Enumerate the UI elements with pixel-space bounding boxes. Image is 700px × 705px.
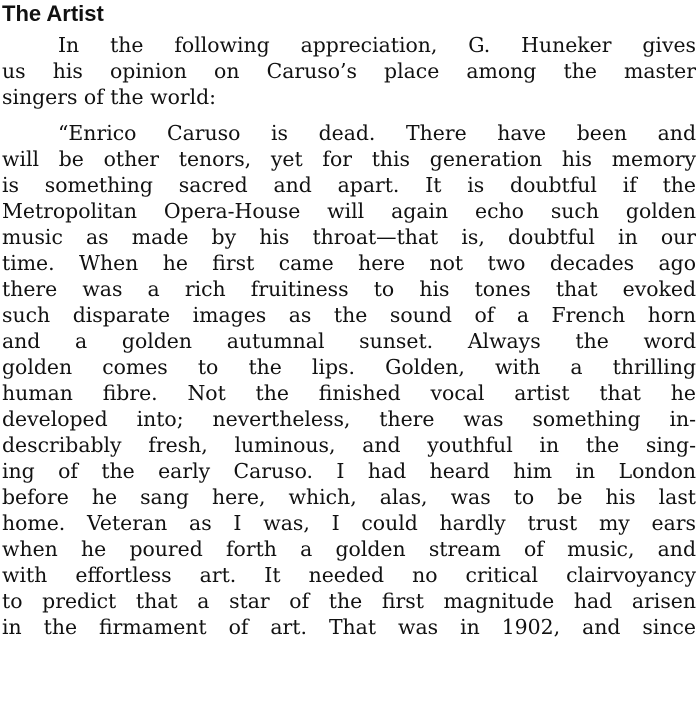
text-line: Metropolitan Opera-House will again echo such golden [2,199,696,223]
text-line: in the firmament of art. That was in 1902, and since [2,615,696,639]
text-line: there was a rich fruitiness to his tones that evoked [2,277,696,301]
text-line: such disparate images as the sound of a French horn [2,303,696,327]
text-line: and a golden autumnal sunset. Always the word [2,329,696,353]
text-line: human fibre. Not the finished vocal artist that he [2,381,696,405]
text-line: developed into; nevertheless, there was something in- [2,407,696,431]
text-line: us his opinion on Caruso’s place among the master [2,59,696,83]
text-line: will be other tenors, yet for this generation his memory [2,147,696,171]
text-line: with effortless art. It needed no critical clairvoyancy [2,563,696,587]
text-line: singers of the world: [2,85,217,109]
text-line: In the following appreciation, G. Huneker gives [58,33,696,57]
text-line: “Enrico Caruso is dead. There have been and [58,121,696,145]
text-line: before he sang here, which, alas, was to be his last [2,485,696,509]
text-line: when he poured forth a golden stream of music, and [2,537,696,561]
text-line: golden comes to the lips. Golden, with a thrilling [2,355,696,379]
text-line: music as made by his throat—that is, doubtful in our [2,225,696,249]
text-line: to predict that a star of the first magnitude had arisen [2,589,696,613]
section-heading: The Artist [2,1,104,26]
text-line: is something sacred and apart. It is doubtful if the [2,173,696,197]
text-line: describably fresh, luminous, and youthful in the sing- [2,433,696,457]
text-line: time. When he first came here not two decades ago [2,251,696,275]
text-line: home. Veteran as I was, I could hardly trust my ears [2,511,696,535]
text-line: ing of the early Caruso. I had heard him in London [2,459,696,483]
